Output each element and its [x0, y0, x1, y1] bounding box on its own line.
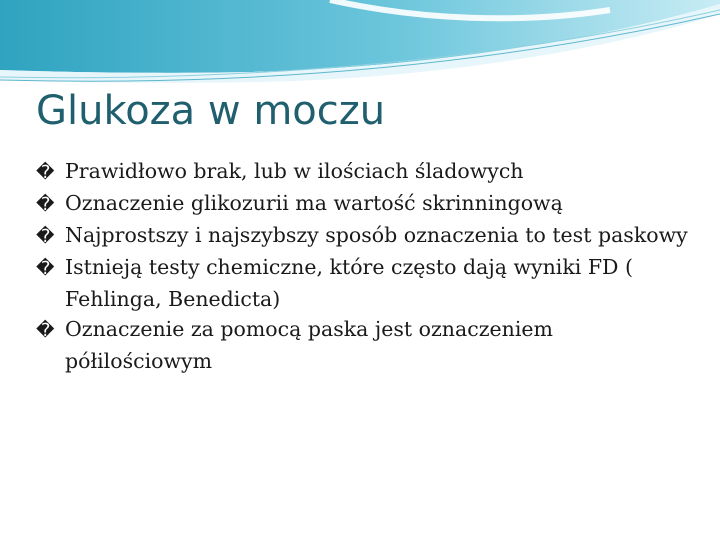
bullet-text: Prawidłowo brak, lub w ilościach śladowych	[65, 159, 524, 183]
header-wave-decoration	[0, 0, 720, 90]
bullet-text: Najprostszy i najszybszy sposób oznaczenia to test paskowy	[65, 223, 688, 247]
bullet-marker-icon: �	[36, 162, 55, 183]
bullet-item	[36, 314, 706, 376]
bullet-text: Oznaczenie glikozurii ma wartość skrinningową	[65, 191, 563, 215]
bullet-item	[36, 156, 706, 188]
bullet-marker-icon: �	[36, 194, 55, 215]
bullet-text: Oznaczenie za pomocą paska jest oznaczeniem półilościowym	[65, 317, 553, 373]
bullet-text: Istnieją testy chemiczne, które często dają wyniki FD ( Fehlinga, Benedicta)	[65, 255, 634, 311]
bullet-marker-icon: �	[36, 320, 55, 341]
bullet-marker-icon: �	[36, 258, 55, 279]
bullet-item	[36, 220, 706, 252]
bullet-item	[36, 252, 706, 314]
bullet-item	[36, 188, 706, 220]
slide-title: Glukoza w moczu	[36, 88, 386, 134]
bullet-marker-icon: �	[36, 226, 55, 247]
bullet-list	[36, 156, 706, 376]
